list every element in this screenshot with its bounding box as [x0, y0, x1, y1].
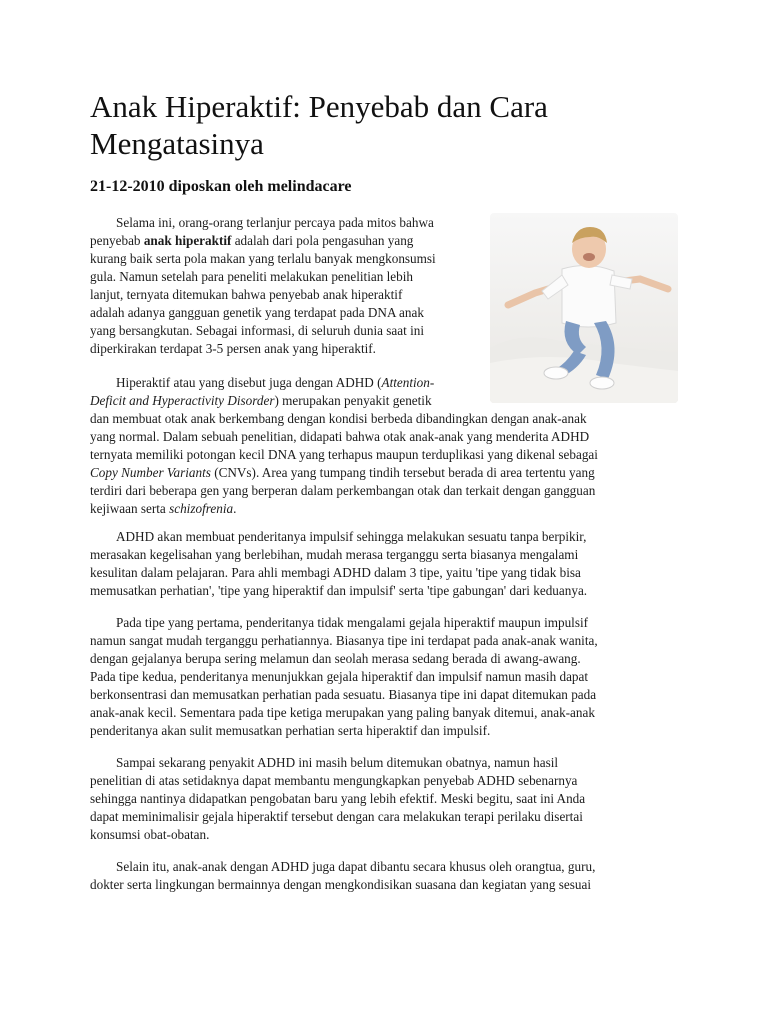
text-line: dokter serta lingkungan bermainnya dengan mengkondisikan suasana dan kegiatan yang sesuai	[90, 877, 591, 892]
title-line-2: Mengatasinya	[90, 126, 264, 161]
text-line: namun sangat mudah terganggu perhatiannya. Biasanya tipe ini terdapat pada anak-anak wanita,	[90, 633, 598, 648]
text-line: ADHD akan membuat penderitanya impulsif sehingga melakukan sesuatu tanpa berpikir,	[116, 529, 587, 544]
paragraph-treatment	[90, 754, 680, 844]
text-line: dan membuat otak anak berkembang dengan kondisi berbeda dibandingkan dengan anak-anak	[90, 411, 587, 426]
title-line-1: Anak Hiperaktif: Penyebab dan Cara	[90, 89, 548, 124]
text-line: Sampai sekarang penyakit ADHD ini masih belum ditemukan obatnya, namun hasil	[116, 755, 559, 770]
text-line: diperkirakan terdapat 3-5 persen anak yang hiperaktif.	[90, 341, 376, 356]
text-line: dapat meminimalisir gejala hiperaktif tersebut dengan cara melakukan terapi perilaku disertai	[90, 809, 583, 824]
article-byline: 21-12-2010 diposkan oleh melindacare	[90, 178, 352, 195]
paragraph-support	[90, 858, 680, 894]
paragraph-intro	[90, 214, 490, 358]
text-line: memusatkan perhatian', 'tipe yang hiperaktif dan impulsif' serta 'tipe gabungan' dari keduanya.	[90, 583, 588, 598]
text-line: Selama ini, orang-orang terlanjur percaya pada mitos bahwa	[116, 215, 434, 230]
text-line: kurang baik serta pola makan yang terlalu banyak mengkonsumsi	[90, 251, 436, 266]
text-line: dengan gejalanya berupa sering melamun dan seolah merasa sedang berada di awang-awang.	[90, 651, 581, 666]
paragraph-adhd-definition	[90, 374, 680, 518]
text-line: Hiperaktif atau yang disebut juga dengan ADHD (Attention-	[116, 375, 435, 390]
text-line: lanjut, ternyata ditemukan bahwa penyebab anak hiperaktif	[90, 287, 403, 302]
bold-keyword: anak hiperaktif	[143, 233, 232, 248]
text-line: yang bersangkutan. Sebagai informasi, di seluruh dunia saat ini	[90, 323, 425, 338]
text-line: yang normal. Dalam sebuah penelitian, didapati bahwa otak anak-anak yang menderita ADHD	[90, 429, 590, 444]
text-line: kejiwaan serta schizofrenia.	[90, 501, 237, 516]
text-line: berkonsentrasi dan memusatkan perhatian pada sesuatu. Biasanya tipe ini dapat ditemukan pada	[90, 687, 597, 702]
text-line: terdiri dari beberapa gen yang berperan dalam perkembangan otak dan terkait dengan gangguan	[90, 483, 596, 498]
text-line: sehingga nantinya didapatkan pengobatan baru yang lebih efektif. Meski begitu, saat ini Anda	[90, 791, 586, 806]
text-line: penelitian di atas setidaknya dapat membantu mengungkapkan penyebab ADHD sebenarnya	[90, 773, 578, 788]
text-line: Copy Number Variants (CNVs). Area yang tumpang tindih tersebut berada di area tertentu yang	[90, 465, 595, 480]
text-line: adalah adanya gangguan genetik yang terdapat pada DNA anak	[90, 305, 424, 320]
text-line: Pada tipe yang pertama, penderitanya tidak mengalami gejala hiperaktif maupun impulsif	[116, 615, 589, 630]
text-line: anak-anak kecil. Sementara pada tipe ketiga merupakan yang paling banyak ditemui, anak-anak	[90, 705, 595, 720]
text-line: penyebab anak hiperaktif adalah dari pola pengasuhan yang	[90, 233, 414, 248]
article-title	[90, 88, 690, 162]
text-line: konsumsi obat-obatan.	[90, 827, 210, 842]
text-line: Pada tipe kedua, penderitanya menunjukkan gejala hiperaktif dan impulsif namun masih dapat	[90, 669, 589, 684]
paragraph-adhd-types	[90, 528, 680, 600]
text-line: merasakan kegelisahan yang berlebihan, mudah merasa terganggu serta biasanya mengalami	[90, 547, 579, 562]
text-line: penderitanya akan sulit memusatkan perhatian serta hiperaktif dan impulsif.	[90, 723, 491, 738]
text-line: ternyata memiliki potongan kecil DNA yang terhapus maupun terduplikasi yang dikenal sebagai	[90, 447, 598, 462]
text-line: Selain itu, anak-anak dengan ADHD juga dapat dibantu secara khusus oleh orangtua, guru,	[116, 859, 596, 874]
text-line: gula. Namun setelah para peneliti melakukan penelitian lebih	[90, 269, 413, 284]
paragraph-type-details	[90, 614, 680, 740]
text-line: kesulitan dalam pelajaran. Para ahli membagi ADHD dalam 3 tipe, yaitu 'tipe yang tidak bisa	[90, 565, 581, 580]
text-line: Deficit and Hyperactivity Disorder) merupakan penyakit genetik	[90, 393, 432, 408]
